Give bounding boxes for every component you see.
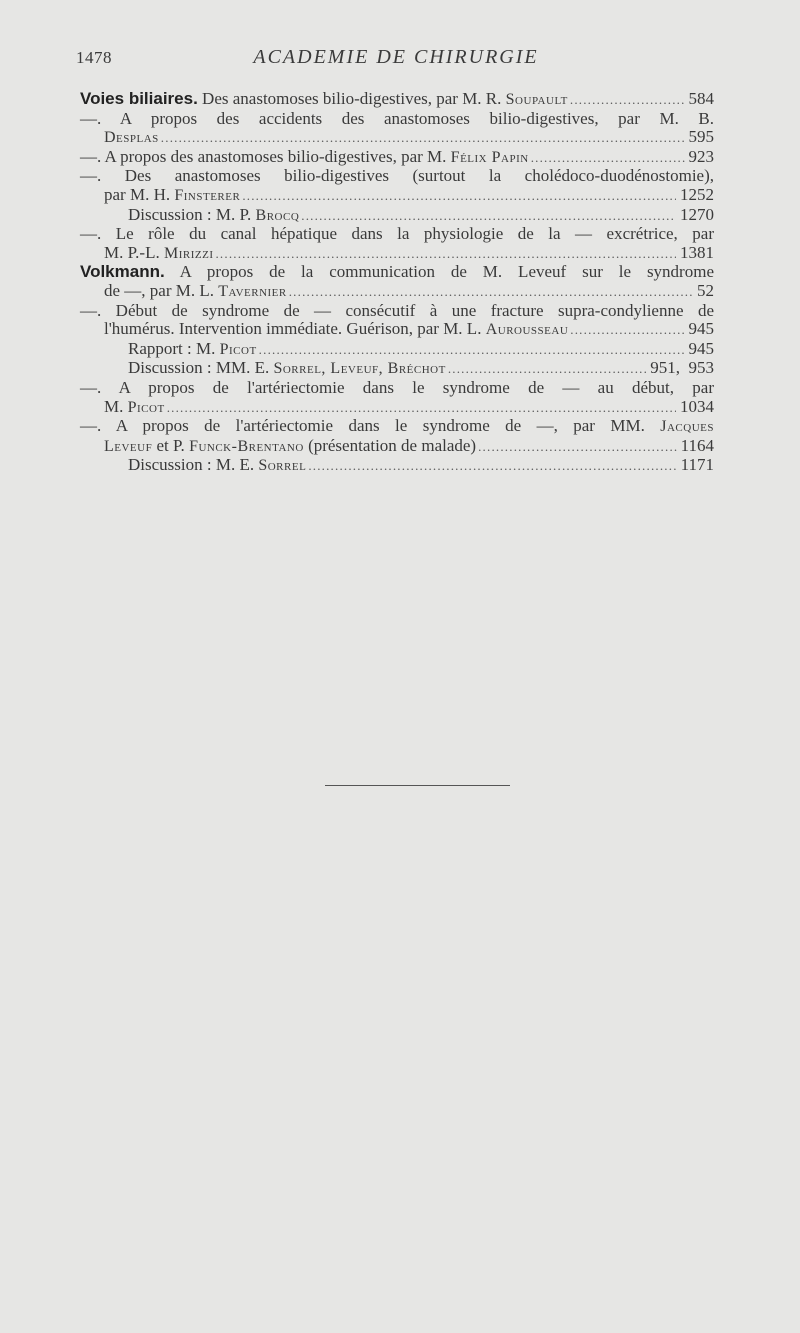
page-reference: 945 (688, 319, 714, 339)
page-reference: 923 (688, 146, 714, 166)
leader-dots (289, 283, 693, 302)
entry-author: Brocq (255, 206, 300, 224)
page-reference: 951, 953 (650, 358, 714, 378)
page-reference: 584 (688, 89, 714, 108)
entry-author: Mirizzi (163, 244, 214, 262)
page-number: 1478 (76, 48, 112, 67)
leader-dots (242, 187, 676, 206)
leader-dots (215, 245, 676, 264)
entry-text: M. (104, 396, 128, 416)
index-content (80, 90, 714, 476)
index-entry (80, 110, 714, 148)
entry-text: —. Le rôle du canal hépatique dans la physiologie de la — excrétrice, par (80, 224, 714, 244)
leader-dots (161, 129, 685, 148)
end-rule (325, 785, 510, 786)
entry-text: —. A propos des anastomoses bilio-digestives, par M. (80, 146, 451, 166)
index-entry (80, 456, 714, 476)
index-entry (80, 340, 714, 360)
entry-text: —. A propos des accidents des anastomoses bilio-digestives, par M. B. (80, 108, 714, 128)
page-reference: 1252 (680, 184, 714, 204)
index-entry (80, 263, 714, 301)
leader-dots (570, 91, 685, 110)
index-entry (80, 90, 714, 110)
index-entry (80, 379, 714, 417)
entry-text: Des anastomoses bilio-digestives, par M. R. (197, 89, 506, 108)
leader-dots (301, 207, 676, 226)
entry-author: Soupault (505, 91, 568, 108)
leader-dots (308, 457, 676, 476)
entry-text: Discussion : M. P. (128, 204, 256, 224)
page-reference: 1270 (680, 204, 714, 224)
entry-text: l'humérus. Intervention immédiate. Guérison, par M. L. (104, 319, 486, 339)
leader-dots (259, 341, 685, 360)
page-reference: 1034 (680, 396, 714, 416)
index-entry (80, 359, 714, 379)
entry-text: (présentation de malade) (303, 435, 477, 455)
entry-text: —. Début de syndrome de — consécutif à une fracture supra-condylienne de (80, 300, 714, 320)
leader-dots (531, 149, 685, 168)
index-entry (80, 206, 714, 226)
page-reference: 1381 (680, 242, 714, 262)
entry-text: et P. (152, 435, 190, 455)
running-title: ACADEMIE DE CHIRURGIE (253, 46, 539, 68)
leader-dots (478, 438, 677, 457)
entry-author: Sorrel (258, 457, 307, 475)
index-entry (80, 417, 714, 456)
index-entry (80, 148, 714, 168)
entry-text: —. Des anastomoses bilio-digestives (surtout la cholédoco-duodénostomie), (80, 166, 714, 186)
entry-author: Tavernier (218, 282, 287, 300)
entry-author: Desplas (104, 129, 159, 147)
leader-dots (167, 399, 676, 418)
leader-dots (570, 321, 684, 340)
page-reference: 1171 (680, 455, 714, 475)
entry-heading: Volkmann. (80, 262, 165, 282)
entry-author: Félix Papin (450, 148, 529, 166)
entry-author: Finsterer (174, 186, 241, 204)
entry-author: Picot (219, 340, 257, 358)
entry-author: Jacques (660, 418, 714, 436)
page-reference: 595 (688, 127, 714, 147)
entry-text: par M. H. (104, 184, 175, 204)
entry-author: Aurousseau (485, 321, 569, 339)
entry-text: —. A propos de l'artériectomie dans le syndrome de — au début, par (80, 377, 714, 397)
entry-text: Discussion : M. E. (128, 455, 259, 475)
index-entry (80, 225, 714, 263)
entry-author: Picot (127, 398, 165, 416)
entry-text: Rapport : M. (128, 338, 220, 358)
entry-text: A propos de la communication de M. Leveuf sur le syndrome (164, 262, 714, 282)
entry-text: Discussion : MM. E. (128, 358, 274, 378)
entry-text: M. P.-L. (104, 242, 164, 262)
entry-author: Leveuf (104, 437, 153, 455)
page-header (76, 46, 716, 72)
entry-text: de —, par M. L. (104, 280, 219, 300)
entry-text: —. A propos de l'artériectomie dans le syndrome de —, par MM. (80, 416, 661, 436)
page-reference: 1164 (680, 435, 714, 455)
page-reference: 52 (697, 280, 714, 300)
entry-author: Sorrel, Leveuf, Bréchot (273, 360, 446, 378)
entry-author: Funck-Brentano (189, 437, 304, 455)
entry-heading: Voies biliaires. (80, 89, 198, 108)
leader-dots (448, 360, 646, 379)
index-entry (80, 302, 714, 340)
page-reference: 945 (688, 338, 714, 358)
index-entry (80, 167, 714, 205)
